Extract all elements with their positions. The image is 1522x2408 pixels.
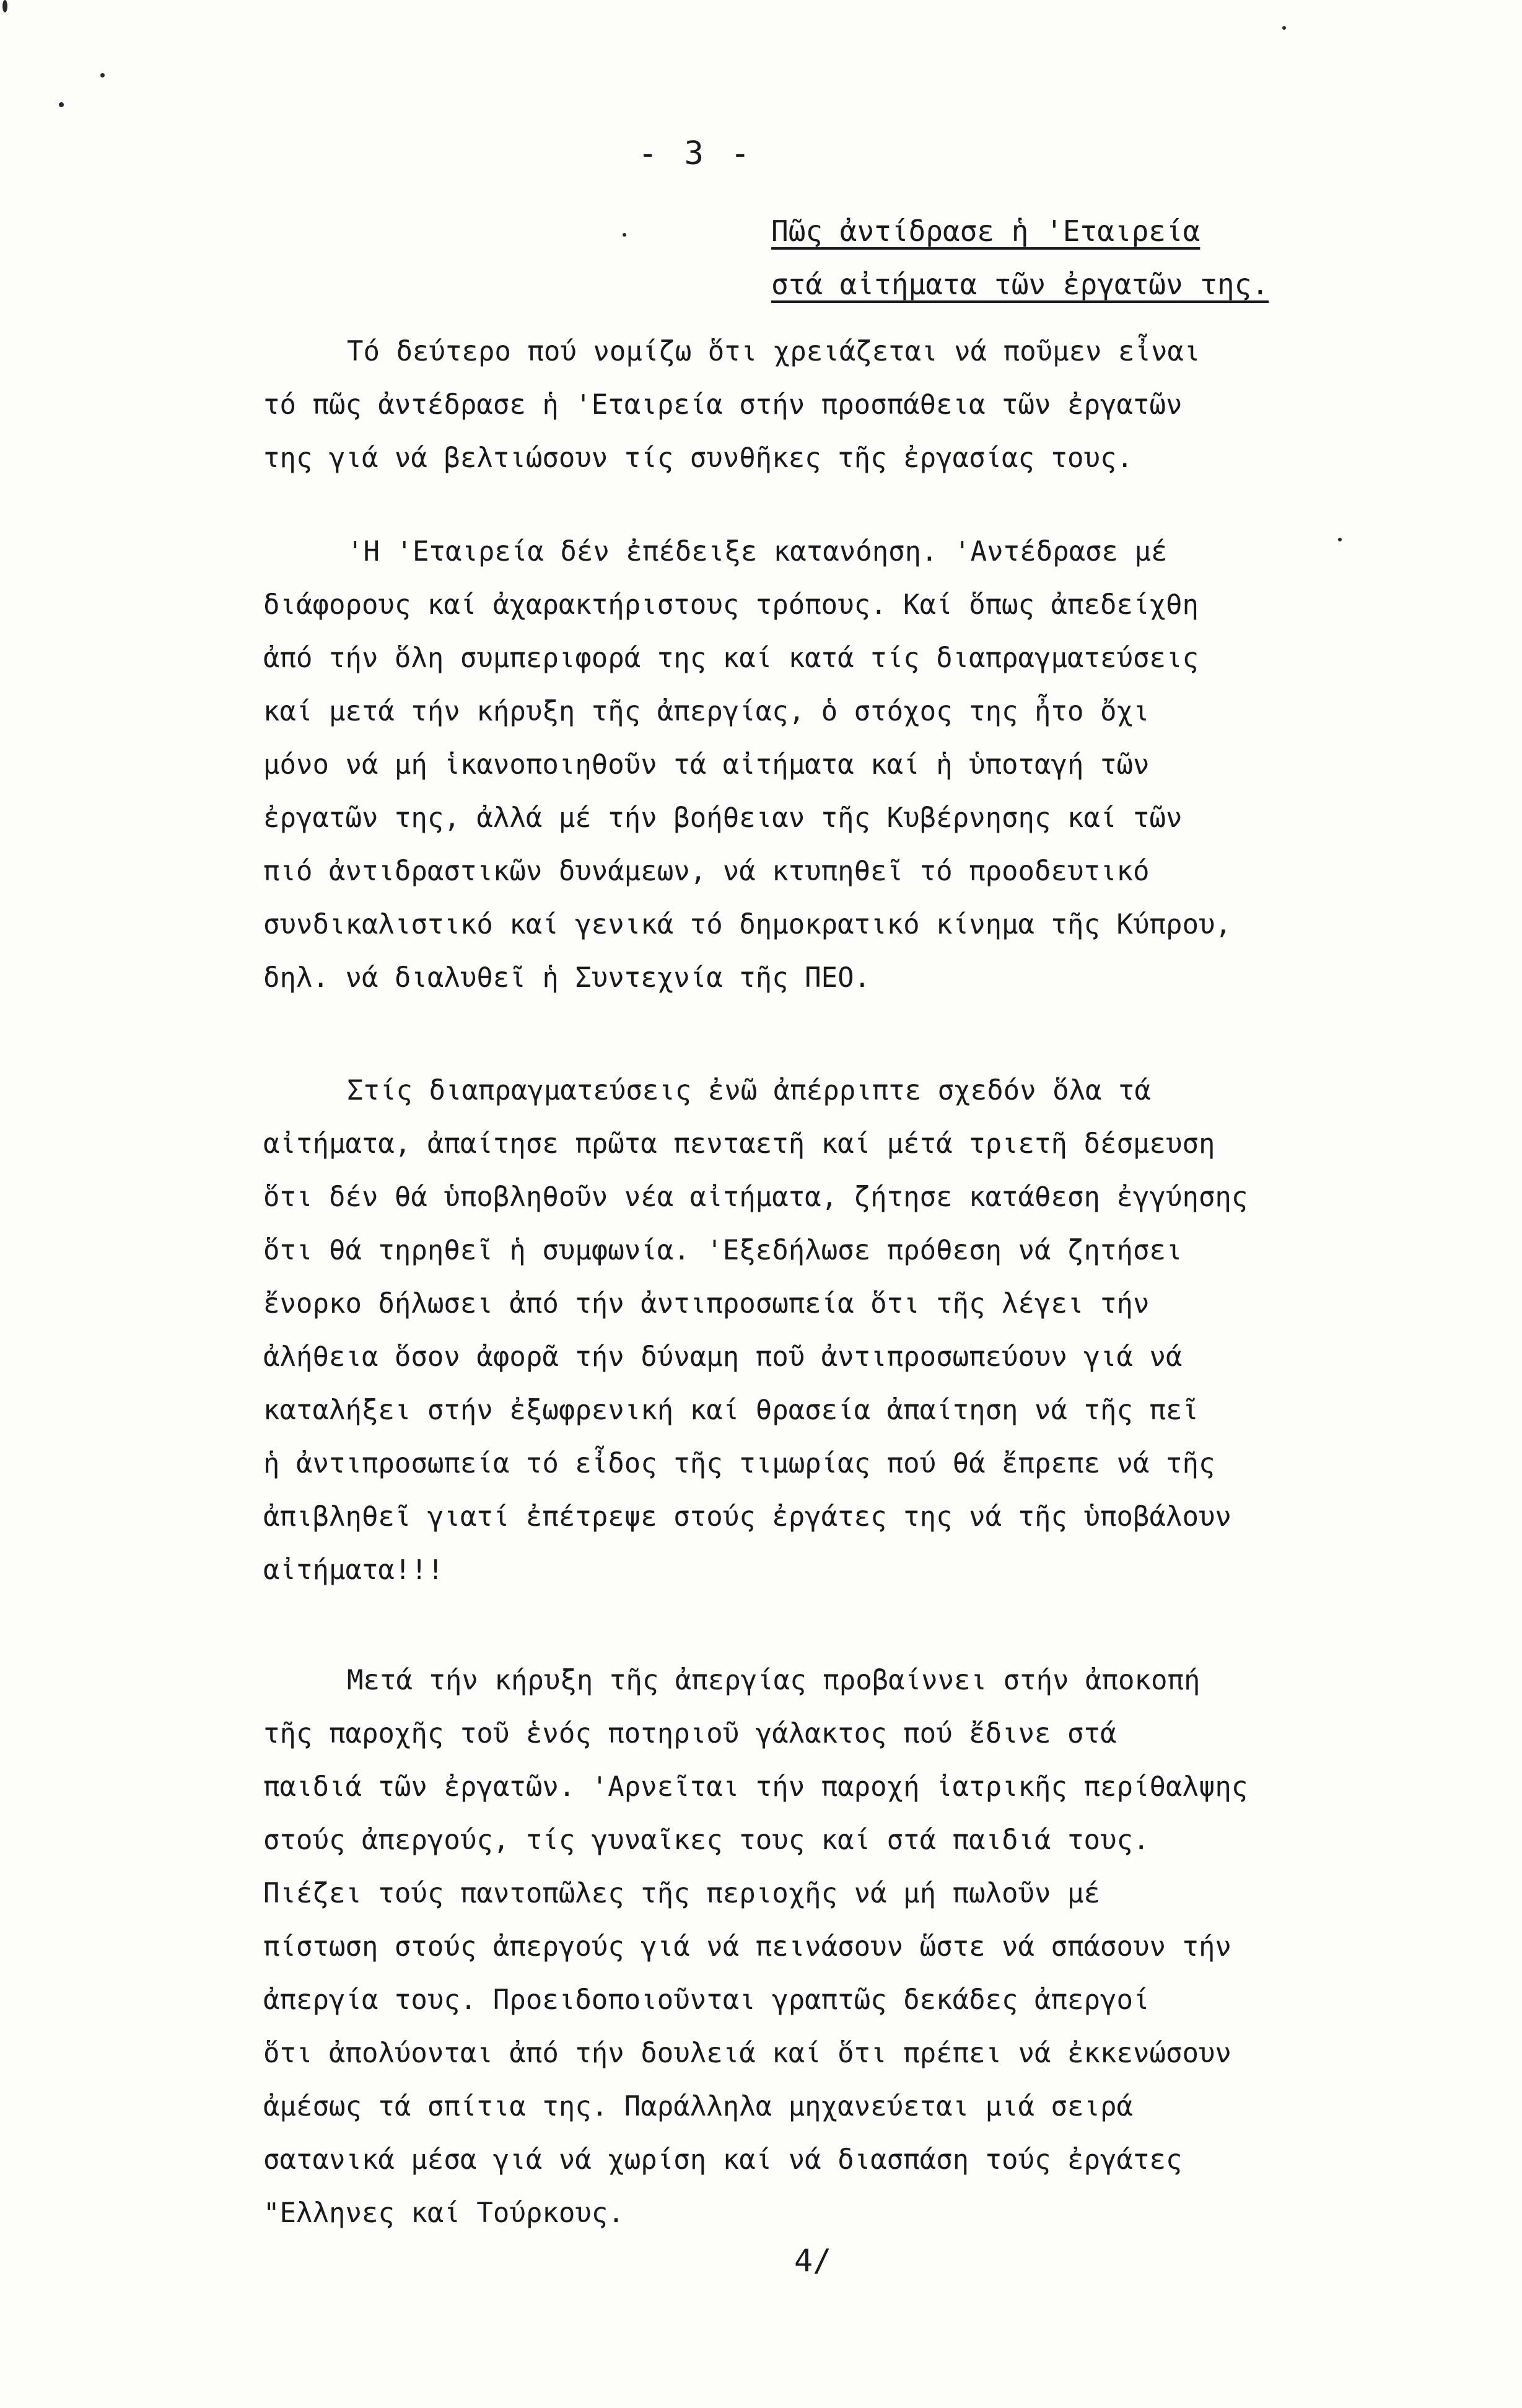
text-line: μόνο νά μή ἱκανοποιηθοῦν τά αἰτήματα καί ἡ ὑποταγή τῶν (263, 749, 1150, 781)
text-line: συνδικαλιστικό καί γενικά τό δημοκρατικό κίνημα τῆς Κύπρου, (263, 909, 1231, 940)
section-heading-line-2: στά αἰτήματα τῶν ἐργατῶν της. (771, 268, 1269, 301)
text-line: της γιά νά βελτιώσουν τίς συνθῆκες τῆς ἐργασίας τους. (263, 442, 1133, 474)
paragraph-4 (263, 1654, 1428, 2240)
text-line: ἐργατῶν της, ἀλλά μέ τήν βοήθειαν τῆς Κυβέρνησης καί τῶν (263, 802, 1183, 834)
continuation-marker: 4/ (794, 2243, 832, 2279)
section-heading (771, 204, 1391, 311)
paragraph-2 (263, 525, 1428, 1005)
text-line: Μετά τήν κήρυξη τῆς ἀπεργίας προβαίννει στήν ἀποκοπή (347, 1665, 1201, 1696)
page-number: - 3 - (638, 135, 754, 172)
text-line: διάφορους καί ἀχαρακτήριστους τρόπους. Καί ὅπως ἀπεδείχθη (263, 589, 1199, 621)
text-line: ὅτι δέν θά ὑποβληθοῦν νέα αἰτήματα, ζήτησε κατάθεση ἐγγύησης (263, 1181, 1248, 1213)
paragraph-1 (263, 325, 1428, 485)
text-line: ὅτι ἀπολύονται ἀπό τήν δουλειά καί ὅτι πρέπει νά ἐκκενώσουν (263, 2038, 1231, 2069)
text-line: ἀπεργία τους. Προειδοποιοῦνται γραπτῶς δεκάδες ἀπεργοί (263, 1984, 1150, 2016)
text-line: 'Η 'Εταιρεία δέν ἐπέδειξε κατανόηση. 'Αντέδρασε μέ (347, 536, 1168, 567)
text-line: καταλήξει στήν ἐξωφρενική καί θρασεία ἀπαίτηση νά τῆς πεῖ (263, 1394, 1199, 1426)
text-line: καί μετά τήν κήρυξη τῆς ἀπεργίας, ὁ στόχος της ἦτο ὄχι (263, 696, 1150, 727)
text-line: ἀμέσως τά σπίτια της. Παράλληλα μηχανεύεται μιά σειρά (263, 2091, 1133, 2122)
text-line: Τό δεύτερο πού νομίζω ὅτι χρειάζεται νά ποῦμεν εἶναι (347, 336, 1201, 367)
text-line: "Ελληνες καί Τούρκους. (263, 2197, 624, 2229)
text-line: ἀπό τήν ὅλη συμπεριφορά της καί κατά τίς διαπραγματεύσεις (263, 642, 1199, 674)
text-line: Πιέζει τούς παντοπῶλες τῆς περιοχῆς νά μή πωλοῦν μέ (263, 1878, 1101, 1909)
text-line: πιό ἀντιδραστικῶν δυνάμεων, νά κτυπηθεῖ τό προοδευτικό (263, 856, 1150, 887)
text-line: σατανικά μέσα γιά νά χωρίση καί νά διασπάση τούς ἐργάτες (263, 2144, 1183, 2176)
text-line: στούς ἀπεργούς, τίς γυναῖκες τους καί στά παιδιά τους. (263, 1824, 1150, 1856)
section-heading-line-1: Πῶς ἀντίδρασε ἡ 'Εταιρεία (771, 214, 1201, 248)
text-line: πίστωση στούς ἀπεργούς γιά νά πεινάσουν ὥστε νά σπάσουν τήν (263, 1931, 1231, 1963)
text-line: παιδιά τῶν ἐργατῶν. 'Αρνεῖται τήν παροχή ἰατρικῆς περίθαλψης (263, 1771, 1248, 1803)
text-line: ἀπιβληθεῖ γιατί ἐπέτρεψε στούς ἐργάτες της νά τῆς ὑποβάλουν (263, 1501, 1231, 1533)
text-line: τό πῶς ἀντέδρασε ἡ 'Εταιρεία στήν προσπάθεια τῶν ἐργατῶν (263, 389, 1183, 421)
text-line: τῆς παροχῆς τοῦ ἑνός ποτηριοῦ γάλακτος πού ἔδινε στά (263, 1718, 1117, 1749)
text-line: ὅτι θά τηρηθεῖ ἡ συμφωνία. 'Εξεδήλωσε πρόθεση νά ζητήσει (263, 1235, 1183, 1266)
paragraph-3 (263, 1064, 1428, 1597)
text-line: αἰτήματα, ἀπαίτησε πρῶτα πενταετῆ καί μέτά τριετῆ δέσμευση (263, 1128, 1215, 1160)
text-line: αἰτήματα!!! (263, 1554, 444, 1586)
text-line: δηλ. νά διαλυθεῖ ἡ Συντεχνία τῆς ΠΕΟ. (263, 962, 871, 994)
text-line: Στίς διαπραγματεύσεις ἐνῶ ἀπέρριπτε σχεδόν ὅλα τά (347, 1075, 1152, 1106)
text-line: ἀλήθεια ὅσον ἀφορᾶ τήν δύναμη ποῦ ἀντιπροσωπεύουν γιά νά (263, 1341, 1183, 1373)
text-line: ἡ ἀντιπροσωπεία τό εἶδος τῆς τιμωρίας πού θά ἔπρεπε νά τῆς (263, 1448, 1215, 1479)
text-line: ἔνορκο δήλωσει ἀπό τήν ἀντιπροσωπεία ὅτι τῆς λέγει τήν (263, 1288, 1150, 1320)
